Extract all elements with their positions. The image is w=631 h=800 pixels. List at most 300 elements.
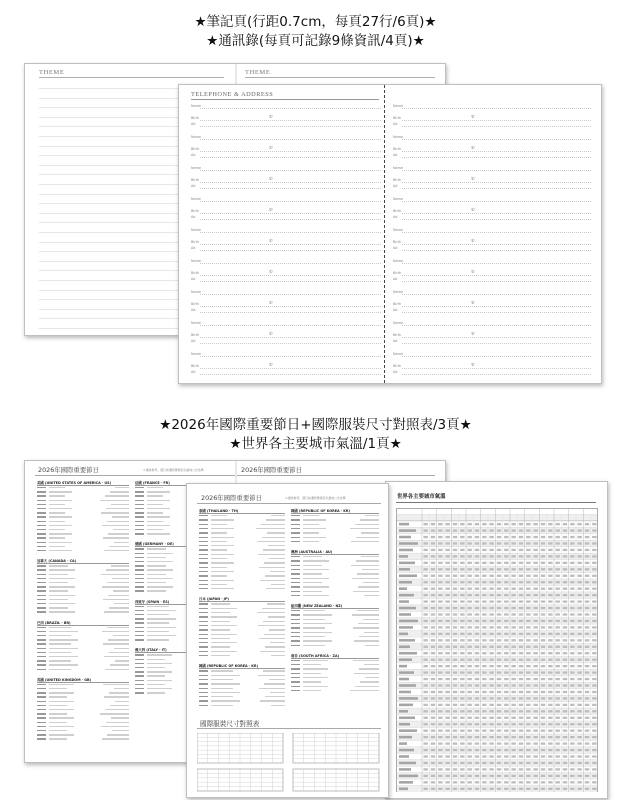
holiday-date <box>199 696 208 697</box>
climate-value <box>519 659 523 661</box>
climate-value <box>453 749 457 751</box>
holiday-english-name <box>268 616 285 617</box>
climate-city-name <box>399 762 416 765</box>
climate-value <box>504 781 508 783</box>
climate-value <box>592 600 596 602</box>
climate-value <box>563 639 567 641</box>
holiday-date <box>37 599 46 600</box>
climate-value <box>438 736 442 738</box>
climate-value <box>519 575 523 577</box>
climate-value <box>585 568 589 570</box>
climate-value <box>467 581 471 583</box>
holiday-english-name <box>110 664 129 665</box>
climate-value <box>453 523 457 525</box>
holiday-name <box>303 595 329 596</box>
climate-value <box>453 710 457 712</box>
climate-value <box>482 697 486 699</box>
climate-city-name <box>399 729 417 732</box>
climate-value <box>467 749 471 751</box>
climate-value <box>577 781 581 783</box>
holiday-name <box>49 692 74 693</box>
holiday-date <box>135 667 144 668</box>
holiday-english-name <box>258 675 285 676</box>
holiday-name <box>49 660 71 661</box>
climate-value <box>541 678 545 680</box>
holiday-name <box>49 495 65 496</box>
climate-value <box>570 562 574 564</box>
climate-value <box>533 775 537 777</box>
climate-value <box>460 723 464 725</box>
climate-value <box>431 613 435 615</box>
climate-value <box>519 594 523 596</box>
climate-value <box>467 594 471 596</box>
climate-value <box>511 575 515 577</box>
climate-value <box>438 684 442 686</box>
climate-value <box>445 781 449 783</box>
holiday-name <box>49 574 68 575</box>
birth-line <box>200 213 381 214</box>
holiday-english-name <box>263 621 285 622</box>
climate-value <box>475 730 479 732</box>
holiday-name <box>211 549 227 550</box>
holiday-name <box>49 500 72 501</box>
climate-value <box>592 755 596 757</box>
climate-value <box>519 523 523 525</box>
climate-value <box>585 710 589 712</box>
climate-value <box>555 723 559 725</box>
climate-value <box>563 575 567 577</box>
holiday-english-name <box>355 686 379 687</box>
climate-value <box>541 607 545 609</box>
holiday-name <box>49 738 67 739</box>
holiday-date <box>199 554 208 555</box>
address-label: Ad <box>191 184 196 188</box>
climate-value <box>460 781 464 783</box>
holiday-name <box>303 614 332 615</box>
holiday-name <box>147 606 169 607</box>
climate-value <box>541 755 545 757</box>
climate-value <box>585 652 589 654</box>
climate-value <box>533 529 537 531</box>
climate-value <box>592 620 596 622</box>
climate-value <box>467 607 471 609</box>
climate-value <box>570 742 574 744</box>
climate-value <box>482 542 486 544</box>
climate-value <box>445 600 449 602</box>
climate-value <box>475 639 479 641</box>
climate-value <box>511 730 515 732</box>
climate-value <box>497 607 501 609</box>
climate-value <box>467 665 471 667</box>
climate-value <box>577 678 581 680</box>
climate-value <box>519 775 523 777</box>
climate-value <box>423 717 427 719</box>
climate-value <box>533 588 537 590</box>
holiday-date <box>37 578 46 579</box>
holiday-name <box>49 656 78 657</box>
climate-value <box>438 710 442 712</box>
holiday-name <box>303 519 326 520</box>
holiday-date <box>291 614 300 615</box>
climate-value <box>475 549 479 551</box>
climate-value <box>445 730 449 732</box>
holiday-name <box>211 616 237 617</box>
climate-value <box>475 581 479 583</box>
climate-value <box>431 607 435 609</box>
phone-icon: ✆ <box>269 270 273 275</box>
climate-value <box>526 607 530 609</box>
address-label: Ad <box>191 122 196 126</box>
climate-value <box>431 529 435 531</box>
climate-value <box>533 671 537 673</box>
climate-value <box>438 581 442 583</box>
climate-value <box>541 775 545 777</box>
holiday-name <box>49 669 71 670</box>
climate-value <box>541 652 545 654</box>
address-line <box>402 312 591 313</box>
climate-value <box>475 749 479 751</box>
climate-city-name <box>399 594 414 597</box>
climate-value <box>519 781 523 783</box>
climate-value <box>563 788 567 790</box>
climate-value <box>511 620 515 622</box>
holiday-name <box>49 586 75 587</box>
climate-value <box>497 568 501 570</box>
climate-value <box>423 568 427 570</box>
climate-value <box>570 568 574 570</box>
climate-value <box>445 788 449 790</box>
climate-value <box>548 659 552 661</box>
climate-value <box>431 684 435 686</box>
climate-value <box>475 607 479 609</box>
holiday-date <box>135 614 144 615</box>
holiday-name <box>303 541 319 542</box>
climate-value <box>548 620 552 622</box>
climate-value <box>555 620 559 622</box>
climate-value <box>541 575 545 577</box>
holiday-english-name <box>111 504 129 505</box>
holiday-english-name <box>108 595 129 596</box>
holiday-english-name <box>107 627 129 628</box>
climate-value <box>533 523 537 525</box>
holiday-date <box>135 627 144 628</box>
climate-value <box>592 671 596 673</box>
climate-value <box>504 581 508 583</box>
climate-value <box>467 633 471 635</box>
country-heading-rule <box>37 563 129 564</box>
climate-value <box>423 691 427 693</box>
holiday-name <box>211 558 227 559</box>
holiday-name <box>49 491 72 492</box>
climate-city-name <box>399 529 416 532</box>
climate-value <box>467 652 471 654</box>
name-label: Name <box>393 228 404 232</box>
climate-value <box>445 697 449 699</box>
climate-value <box>555 613 559 615</box>
holiday-date <box>199 655 208 656</box>
climate-value <box>423 607 427 609</box>
holiday-english-name <box>104 696 129 697</box>
holiday-name <box>303 569 329 570</box>
climate-value <box>431 562 435 564</box>
holiday-name <box>49 533 72 534</box>
climate-value <box>592 665 596 667</box>
climate-value <box>445 562 449 564</box>
climate-value <box>563 659 567 661</box>
climate-city-name <box>399 658 412 661</box>
climate-value <box>526 697 530 699</box>
holiday-date <box>37 631 46 632</box>
climate-value <box>504 697 508 699</box>
climate-value <box>475 723 479 725</box>
climate-value <box>497 749 501 751</box>
climate-value <box>519 671 523 673</box>
phone-icon: ✆ <box>269 177 273 182</box>
holiday-english-name <box>358 586 379 587</box>
climate-value <box>541 736 545 738</box>
climate-value <box>592 742 596 744</box>
name-line <box>402 294 591 295</box>
climate-value <box>431 775 435 777</box>
climate-value <box>475 742 479 744</box>
climate-value <box>592 775 596 777</box>
holiday-date <box>37 701 46 702</box>
holiday-date <box>37 669 46 670</box>
climate-value <box>482 665 486 667</box>
climate-value <box>497 620 501 622</box>
climate-value <box>526 704 530 706</box>
climate-value <box>438 523 442 525</box>
climate-value <box>475 762 479 764</box>
climate-value <box>585 684 589 686</box>
climate-value <box>533 736 537 738</box>
holiday-name <box>211 532 227 533</box>
holiday-english-name <box>260 580 285 581</box>
climate-value <box>563 704 567 706</box>
holiday-date <box>37 627 46 628</box>
phone-icon: ✆ <box>269 332 273 337</box>
birth-label: Birth <box>393 209 402 213</box>
climate-value <box>475 717 479 719</box>
climate-value <box>555 717 559 719</box>
climate-value <box>519 710 523 712</box>
climate-value <box>592 704 596 706</box>
climate-value <box>585 581 589 583</box>
climate-value <box>504 523 508 525</box>
climate-value <box>489 562 493 564</box>
climate-value <box>577 671 581 673</box>
climate-value <box>489 575 493 577</box>
climate-value <box>453 697 457 699</box>
name-label: Name <box>393 104 404 108</box>
holiday-name <box>147 504 163 505</box>
climate-value <box>548 755 552 757</box>
climate-value <box>541 620 545 622</box>
climate-value <box>438 639 442 641</box>
climate-value <box>438 549 442 551</box>
climate-value <box>423 755 427 757</box>
country-heading-rule <box>37 682 129 683</box>
size-table-shoes-mens <box>293 769 379 791</box>
holiday-english-name <box>270 571 285 572</box>
climate-value <box>592 684 596 686</box>
holiday-date <box>135 578 144 579</box>
country-heading: 巴西 (BRAZIL · BR) <box>37 620 71 625</box>
climate-value <box>431 671 435 673</box>
climate-value <box>489 755 493 757</box>
holiday-english-name <box>110 491 129 492</box>
climate-value <box>475 775 479 777</box>
holiday-date <box>199 646 208 647</box>
holiday-date <box>199 612 208 613</box>
climate-value <box>497 671 501 673</box>
climate-value <box>577 665 581 667</box>
climate-value <box>460 536 464 538</box>
climate-value <box>467 529 471 531</box>
birth-line <box>402 182 591 183</box>
climate-value <box>504 762 508 764</box>
holiday-english-name <box>351 541 379 542</box>
climate-value <box>453 684 457 686</box>
climate-value <box>511 581 515 583</box>
climate-value <box>585 549 589 551</box>
holiday-date <box>37 717 46 718</box>
holiday-date <box>291 582 300 583</box>
holiday-name <box>303 640 332 641</box>
climate-value <box>548 652 552 654</box>
climate-value <box>497 775 501 777</box>
climate-value <box>533 717 537 719</box>
holiday-name <box>49 550 72 551</box>
climate-value <box>489 762 493 764</box>
climate-value <box>482 568 486 570</box>
holiday-name <box>147 533 170 534</box>
climate-value <box>423 555 427 557</box>
climate-value <box>482 555 486 557</box>
birth-label: Birth <box>191 178 200 182</box>
climate-value <box>577 529 581 531</box>
climate-value <box>482 768 486 770</box>
climate-value <box>555 781 559 783</box>
address-line <box>200 281 381 282</box>
climate-value <box>585 788 589 790</box>
climate-value <box>467 730 471 732</box>
back-holiday-title-right: 2026年國際重要節日 <box>241 466 302 474</box>
climate-value <box>482 684 486 686</box>
holiday-date <box>135 569 144 570</box>
left-theme-label: THEME <box>39 69 65 76</box>
country-heading: 英國 (UNITED KINGDOM · GB) <box>37 677 92 682</box>
birth-line <box>200 244 381 245</box>
climate-value <box>541 529 545 531</box>
climate-value <box>460 736 464 738</box>
phone-icon: ✆ <box>269 146 273 151</box>
holiday-date <box>135 631 144 632</box>
climate-value <box>577 613 581 615</box>
climate-value <box>467 536 471 538</box>
climate-value <box>460 659 464 661</box>
country-heading-rule <box>199 513 285 514</box>
holiday-date <box>291 519 300 520</box>
climate-value <box>489 536 493 538</box>
climate-value <box>555 691 559 693</box>
climate-value <box>570 594 574 596</box>
size-chart-title: 國際服裝尺寸對照表 <box>200 720 260 728</box>
climate-value <box>555 736 559 738</box>
phone-icon: ✆ <box>471 270 475 275</box>
climate-value <box>504 646 508 648</box>
name-line <box>402 170 591 171</box>
climate-value <box>460 620 464 622</box>
climate-value <box>511 704 515 706</box>
address-label: Ad <box>393 277 398 281</box>
holiday-date <box>37 656 46 657</box>
climate-value <box>475 555 479 557</box>
holiday-name <box>147 553 173 554</box>
climate-value <box>592 717 596 719</box>
holiday-name <box>147 627 176 628</box>
climate-value <box>577 626 581 628</box>
holiday-name <box>211 584 227 585</box>
holiday-date <box>291 556 300 557</box>
climate-value <box>497 710 501 712</box>
holiday-english-name <box>259 688 285 689</box>
climate-value <box>519 555 523 557</box>
holiday-name <box>303 623 332 624</box>
birth-label: Birth <box>191 116 200 120</box>
back-holiday-note: ＊僅供參考，節日如遇特殊情況以當地公告為準 <box>143 468 204 472</box>
climate-value <box>555 639 559 641</box>
holiday-english-name <box>100 713 129 714</box>
climate-value <box>533 536 537 538</box>
holiday-english-name <box>103 684 129 685</box>
climate-value <box>504 768 508 770</box>
climate-value <box>592 762 596 764</box>
holiday-date <box>135 548 144 549</box>
climate-value <box>460 613 464 615</box>
climate-value <box>533 581 537 583</box>
climate-value <box>511 659 515 661</box>
holiday-date <box>37 635 46 636</box>
climate-value <box>563 710 567 712</box>
holiday-date <box>37 709 46 710</box>
climate-value <box>423 620 427 622</box>
holiday-name <box>303 636 325 637</box>
holiday-name <box>147 586 173 587</box>
climate-value <box>467 613 471 615</box>
climate-value <box>482 704 486 706</box>
climate-value <box>438 781 442 783</box>
name-line <box>200 356 381 357</box>
climate-value <box>460 549 464 551</box>
climate-value <box>563 652 567 654</box>
climate-value <box>570 671 574 673</box>
holiday-english-name <box>102 738 129 739</box>
climate-value <box>423 775 427 777</box>
climate-value <box>541 762 545 764</box>
climate-value <box>423 704 427 706</box>
climate-value <box>475 684 479 686</box>
climate-value <box>445 581 449 583</box>
climate-value <box>526 691 530 693</box>
climate-city-name <box>399 697 418 700</box>
climate-value <box>460 652 464 654</box>
climate-value <box>460 529 464 531</box>
climate-value <box>475 652 479 654</box>
climate-value <box>585 723 589 725</box>
climate-value <box>570 620 574 622</box>
climate-value <box>533 607 537 609</box>
